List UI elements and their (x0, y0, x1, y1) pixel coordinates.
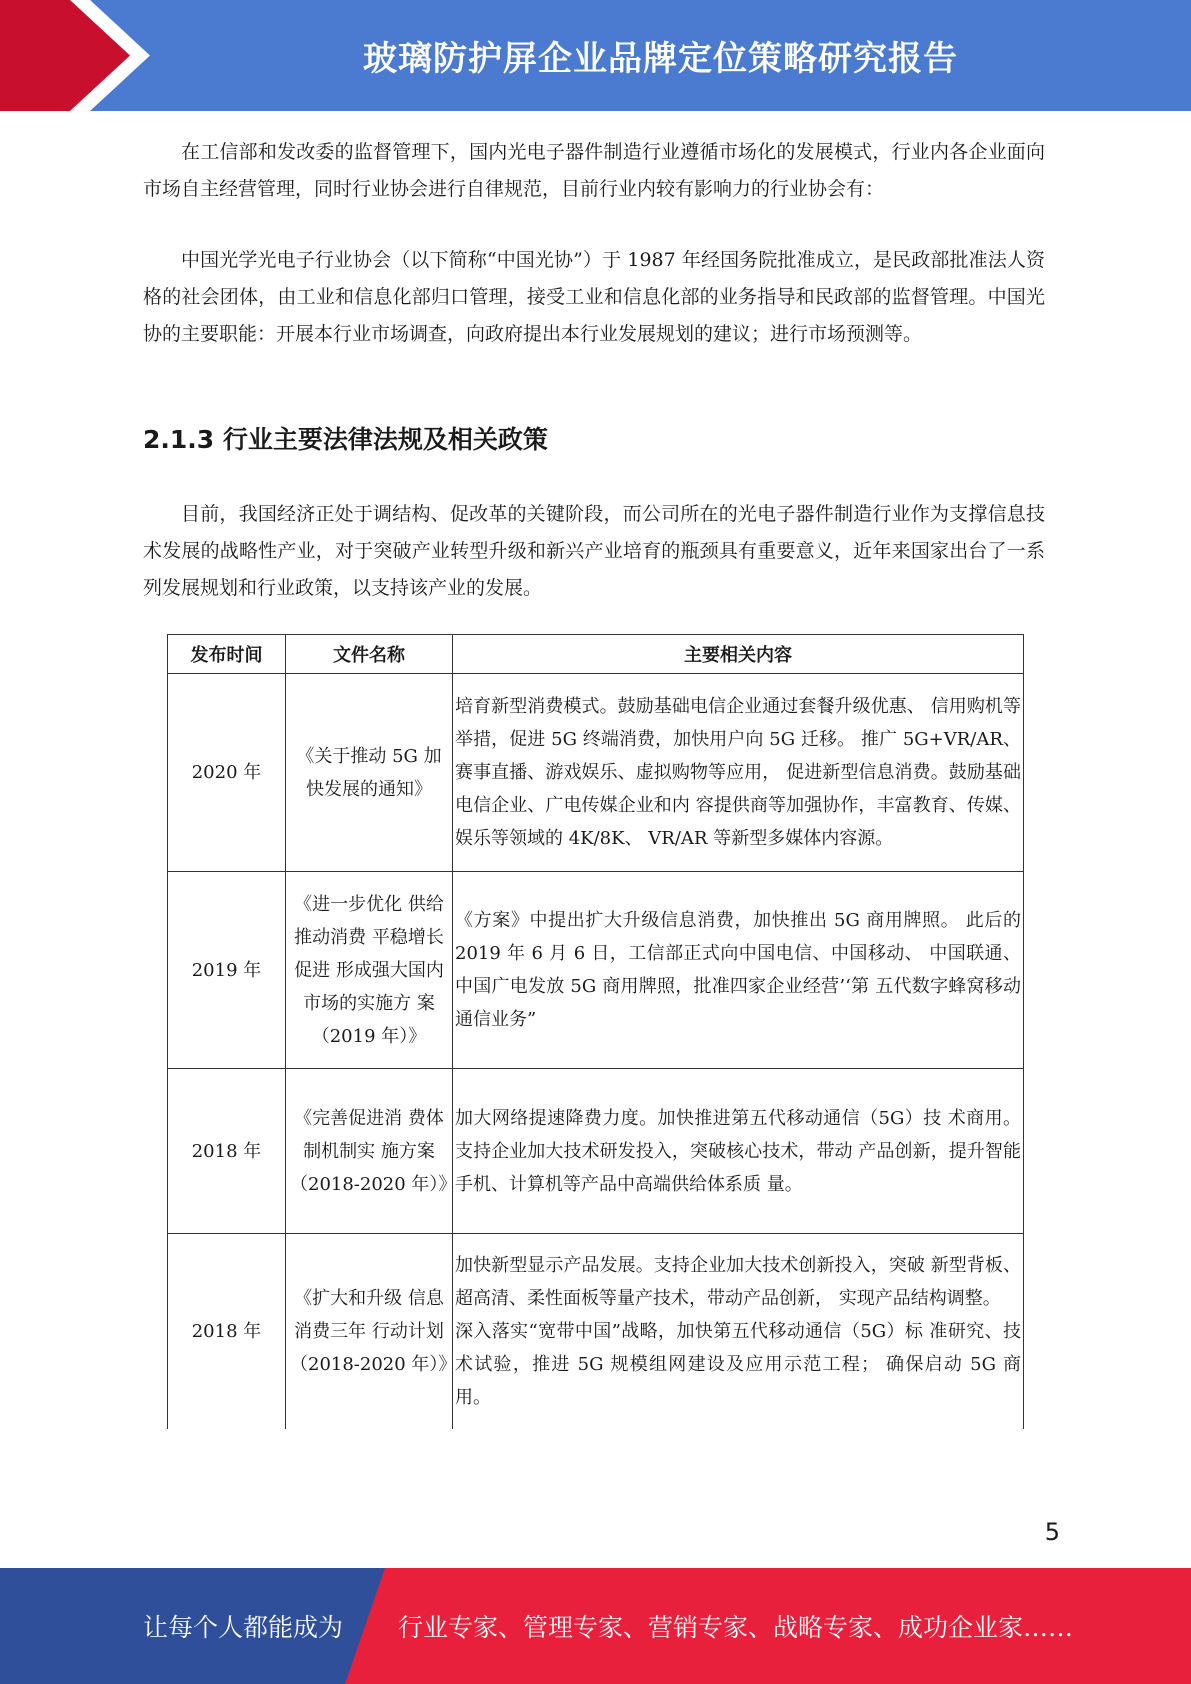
header-content: 主要相关内容 (453, 635, 1024, 674)
table-row (168, 674, 1024, 872)
cell-time: 2019 年 (168, 872, 286, 1069)
section-heading: 2.1.3 行业主要法律法规及相关政策 (143, 425, 548, 454)
policy-intro-paragraph: 目前，我国经济正处于调结构、促改革的关键阶段，而公司所在的光电子器件制造行业作为支撑信息技术发展的战略性产业，对于突破产业转型升级和新兴产业培育的瓶颈具有重要意义，近年来国家出台了一系列发展规划和行业政策，以支持该产业的发展。 (143, 503, 1045, 599)
cell-time: 2020 年 (168, 674, 286, 872)
header-document: 文件名称 (286, 635, 453, 674)
table-row (168, 1234, 1024, 1429)
cell-time: 2018 年 (168, 1069, 286, 1234)
page-header (0, 0, 1191, 111)
cell-document: 《扩大和升级 信息消费三年 行动计划 （2018-2020 年）》 (286, 1234, 453, 1429)
table-row (168, 1069, 1024, 1234)
table-header-row (168, 635, 1024, 674)
cell-document: 《关于推动 5G 加快发展的通知》 (286, 674, 453, 872)
content-line: 深入落实“宽带中国”战略，加快第五代移动通信（5G）标 准研究、技术试验，推进 5G 规模组网建设及应用示范工程； 确保启动 5G 商用。 (455, 1320, 1021, 1408)
page-footer (0, 1568, 1191, 1684)
content-line: 加快新型显示产品发展。支持企业加大技术创新投入，突破 新型背板、超高清、柔性面板等量产技术，带动产品创新， 实现产品结构调整。 (455, 1254, 1021, 1309)
header-time: 发布时间 (168, 635, 286, 674)
cell-content (453, 1234, 1024, 1429)
cell-content: 加大网络提速降费力度。加快推进第五代移动通信（5G）技 术商用。支持企业加大技术研发投入，突破核心技术，带动 产品创新，提升智能手机、计算机等产品中高端供给体系质 量。 (453, 1069, 1024, 1234)
cell-content: 《方案》中提出扩大升级信息消费，加快推出 5G 商用牌照。 此后的 2019 年 6 月 6 日，工信部正式向中国电信、中国移动、 中国联通、中国广电发放 5G 商用牌照，批准四家企业经营’‘第 五代数字蜂窝移动通信业务” (453, 872, 1024, 1069)
cell-document: 《进一步优化 供给推动消费 平稳增长促进 形成强大国内 市场的实施方 案（2019 年）》 (286, 872, 453, 1069)
cell-document: 《完善促进消 费体制机制实 施方案 （2018-2020 年）》 (286, 1069, 453, 1234)
page-number: 5 (1044, 1518, 1060, 1546)
intro-paragraph: 在工信部和发改委的监督管理下，国内光电子器件制造行业遵循市场化的发展模式，行业内各企业面向市场自主经营管理，同时行业协会进行自律规范，目前行业内较有影响力的行业协会有： (143, 141, 1045, 200)
cell-time: 2018 年 (168, 1234, 286, 1429)
table-row (168, 872, 1024, 1069)
report-title: 玻璃防护屏企业品牌定位策略研究报告 (363, 39, 958, 79)
cell-content: 培育新型消费模式。鼓励基础电信企业通过套餐升级优惠、 信用购机等举措，促进 5G 终端消费，加快用户向 5G 迁移。 推广 5G+VR/AR、赛事直播、游戏娱乐、虚拟购物等应用， 促进新型信息消费。鼓励基础电信企业、广电传媒企业和内 容提供商等加强协作，丰富教育、传媒、娱乐等领域的 4K/8K、 VR/AR 等新型多媒体内容源。 (453, 674, 1024, 872)
policy-table (167, 634, 1024, 1429)
footer-slogan-left: 让每个人都能成为 (143, 1613, 344, 1642)
footer-slogan-right: 行业专家、管理专家、营销专家、战略专家、成功企业家…… (398, 1613, 1074, 1642)
association-paragraph: 中国光学光电子行业协会（以下简称“中国光协”）于 1987 年经国务院批准成立，是民政部批准法人资格的社会团体，由工业和信息化部归口管理，接受工业和信息化部的业务指导和民政部的监督管理。中国光协的主要职能：开展本行业市场调查，向政府提出本行业发展规划的建议；进行市场预测等。 (143, 249, 1045, 345)
